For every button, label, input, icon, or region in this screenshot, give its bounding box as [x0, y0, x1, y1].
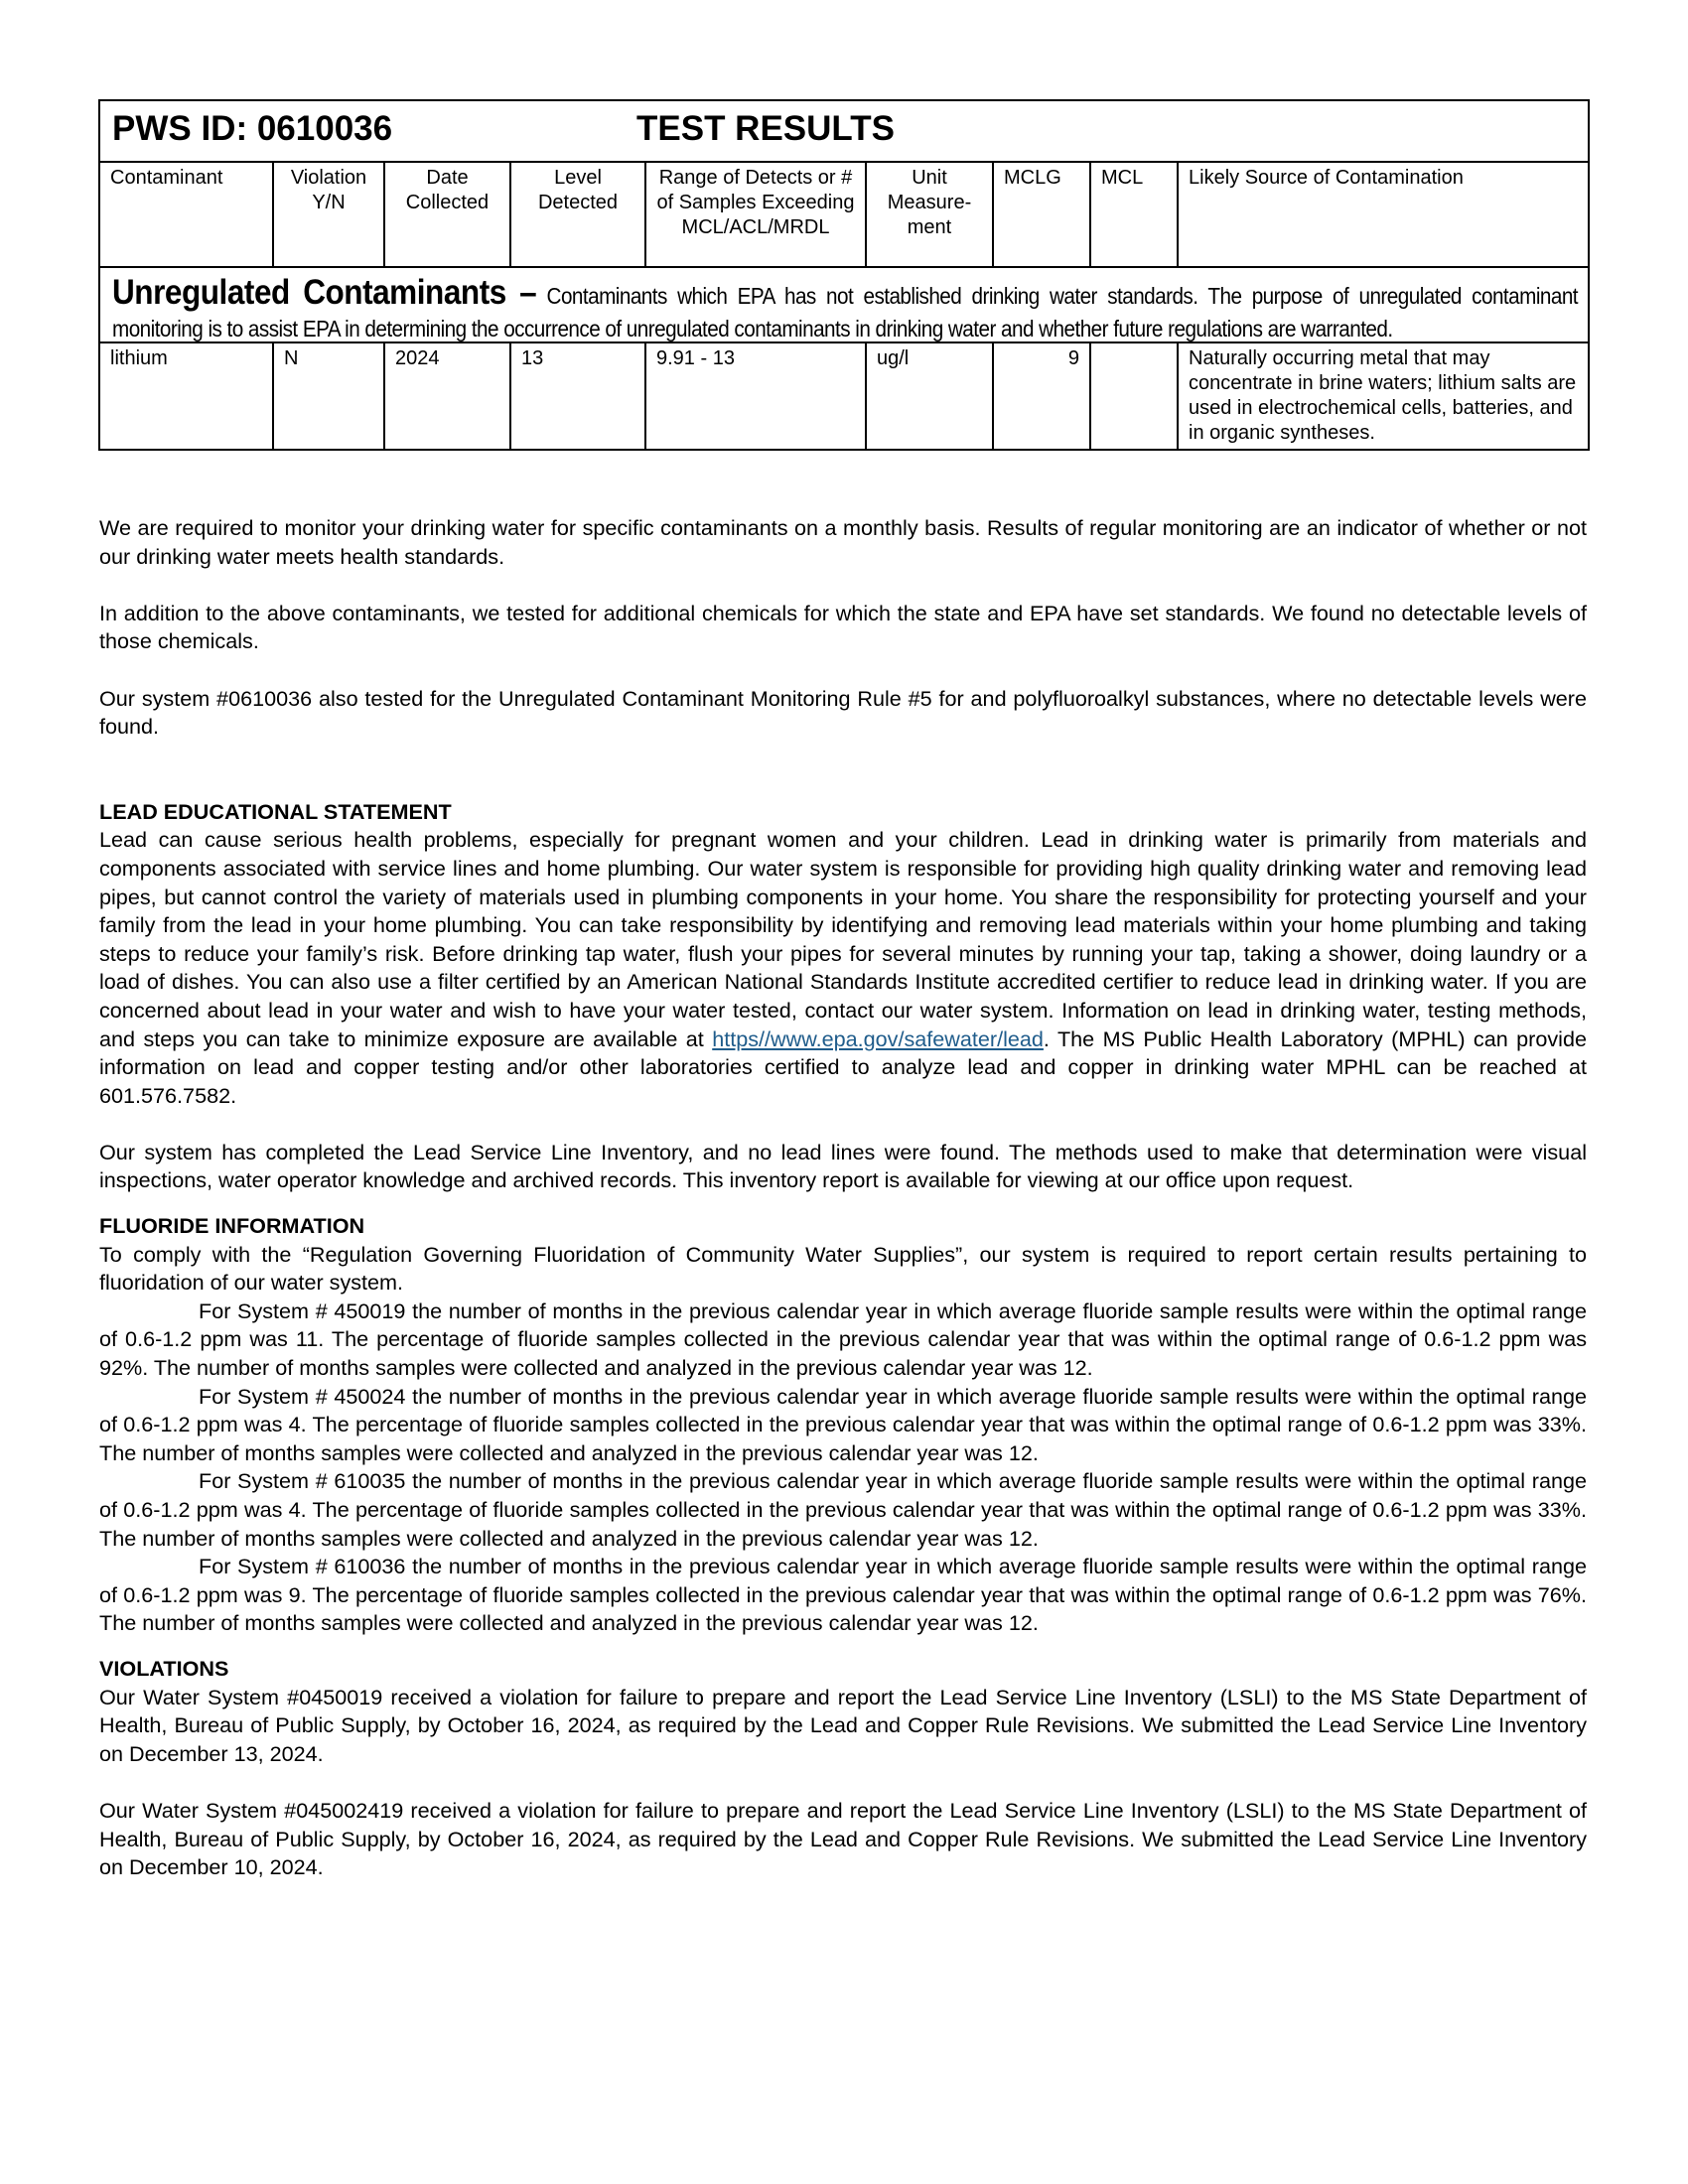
violation-paragraph: Our Water System #0450019 received a violation for failure to prepare and report the Lead Service Line Inventory (LSLI) to the MS State Department of Health, Bureau of Public Supply, by October 16, 2024, as required by the Lead and Copper Rule Revisions. We submitted the Lead Service Line Inventory on December 13, 2024.	[99, 1684, 1587, 1766]
lead-paragraph	[99, 826, 1587, 1110]
cell-contaminant: lithium	[99, 342, 273, 450]
unregulated-heading: Unregulated Contaminants –	[112, 273, 537, 312]
header-range: Range of Detects or # of Samples Exceeding MCL/ACL/MRDL	[645, 162, 866, 267]
fluoride-system-paragraph: For System # 610035 the number of months in the previous calendar year in which average fluoride sample results were within the optimal range of 0.6-1.2 ppm was 4. The percentage of fluoride samples collected in the previous calendar year that was within the optimal range of 0.6-1.2 ppm was 33%. The number of months samples were collected and analyzed in the previous calendar year was 12.	[99, 1468, 1587, 1551]
ucmr-paragraph: Our system #0610036 also tested for the Unregulated Contaminant Monitoring Rule #5 for and polyfluoroalkyl substances, where no detectable levels were found.	[99, 685, 1587, 740]
test-results-title: TEST RESULTS	[636, 108, 895, 148]
table-title-cell	[99, 100, 1589, 162]
header-likely-source: Likely Source of Contamination	[1178, 162, 1589, 267]
unregulated-section-row	[99, 267, 1589, 342]
lead-text-after-link: . The MS Public Health Laboratory (MPHL) can provide information on lead and copper testing and/or other laboratories certified to analyze lead and copper in drinking water MPHL can be reached at 601.576.7582.	[99, 1025, 1587, 1108]
unregulated-section-cell	[99, 267, 1589, 342]
cell-unit: ug/l	[866, 342, 993, 450]
header-contaminant: Contaminant	[99, 162, 273, 267]
header-mclg: MCLG	[993, 162, 1090, 267]
header-violation: Violation Y/N	[273, 162, 384, 267]
unregulated-description: Contaminants which EPA has not established drinking water standards. The purpose of unregulated contaminant monitoring is to assist EPA in determining the occurrence of unregulated contaminants in drinking water and whether future regulations are warranted.	[112, 283, 1578, 341]
fluoride-system-paragraph: For System # 450019 the number of months in the previous calendar year in which average fluoride sample results were within the optimal range of 0.6-1.2 ppm was 11. The percentage of fluoride samples collected in the previous calendar year that was within the optimal range of 0.6-1.2 ppm was 92%. The number of months samples were collected and analyzed in the previous calendar year was 12.	[99, 1297, 1587, 1381]
table-row	[99, 342, 1589, 450]
header-level-detected: Level Detected	[510, 162, 645, 267]
lead-heading: LEAD EDUCATIONAL STATEMENT	[99, 798, 452, 824]
test-results-table	[98, 99, 1590, 451]
epa-lead-link[interactable]: https//www.epa.gov/safewater/lead	[712, 1025, 1044, 1051]
fluoride-intro: To comply with the “Regulation Governing Fluoridation of Community Water Supplies”, our system is required to report certain results pertaining to fluoridation of our water system.	[99, 1241, 1587, 1296]
cell-likely-source: Naturally occurring metal that may concentrate in brine waters; lithium salts are used in electrochemical cells, batteries, and in organic syntheses.	[1178, 342, 1589, 450]
violations-heading: VIOLATIONS	[99, 1655, 229, 1681]
cell-range: 9.91 - 13	[645, 342, 866, 450]
lead-text-before-link: Lead can cause serious health problems, especially for pregnant women and your children. Lead in drinking water is primarily from materials and components associated with service lines and home plumbing. Our water system is responsible for providing high quality drinking water and removing lead pipes, but cannot control the variety of materials used in plumbing components in your home. You share the responsibility for protecting yourself and your family from the lead in your home plumbing. You can take responsibility by identifying and removing lead materials within your home plumbing and taking steps to reduce your family’s risk. Before drinking tap water, flush your pipes for several minutes by running your tap, taking a shower, doing laundry or a load of dishes. You can also use a filter certified by an American National Standards Institute accredited certifier to reduce lead in drinking water. If you are concerned about lead in your water and wish to have your water tested, contact our water system. Information on lead in drinking water, testing methods, and steps you can take to minimize exposure are available at	[99, 827, 1587, 1051]
header-date-collected: Date Collected	[384, 162, 510, 267]
cell-violation: N	[273, 342, 384, 450]
cell-date-collected: 2024	[384, 342, 510, 450]
fluoride-system-paragraph: For System # 610036 the number of months in the previous calendar year in which average fluoride sample results were within the optimal range of 0.6-1.2 ppm was 9. The percentage of fluoride samples collected in the previous calendar year that was within the optimal range of 0.6-1.2 ppm was 76%. The number of months samples were collected and analyzed in the previous calendar year was 12.	[99, 1554, 1587, 1636]
cell-level-detected: 13	[510, 342, 645, 450]
table-title-row	[99, 100, 1589, 162]
fluoride-heading: FLUORIDE INFORMATION	[99, 1213, 365, 1239]
table-header-row	[99, 162, 1589, 267]
report-body	[99, 514, 1587, 1882]
fluoride-system-paragraph: For System # 450024 the number of months in the previous calendar year in which average fluoride sample results were within the optimal range of 0.6-1.2 ppm was 4. The percentage of fluoride samples collected in the previous calendar year that was within the optimal range of 0.6-1.2 ppm was 33%. The number of months samples were collected and analyzed in the previous calendar year was 12.	[99, 1383, 1587, 1465]
unregulated-section-text	[112, 273, 1578, 345]
cell-mcl	[1090, 342, 1178, 450]
header-mcl: MCL	[1090, 162, 1178, 267]
cell-mclg: 9	[993, 342, 1090, 450]
lead-inventory-paragraph: Our system has completed the Lead Service Line Inventory, and no lead lines were found. The methods used to make that determination were visual inspections, water operator knowledge and archived records. This inventory report is available for viewing at our office upon request.	[99, 1139, 1587, 1193]
monitoring-paragraph: We are required to monitor your drinking water for specific contaminants on a monthly basis. Results of regular monitoring are an indicator of whether or not our drinking water meets health standards.	[99, 515, 1587, 569]
additional-chemicals-paragraph: In addition to the above contaminants, we tested for additional chemicals for which the state and EPA have set standards. We found no detectable levels of those chemicals.	[99, 600, 1587, 654]
header-unit: Unit Measure-ment	[866, 162, 993, 267]
violation-paragraph: Our Water System #045002419 received a violation for failure to prepare and report the Lead Service Line Inventory (LSLI) to the MS State Department of Health, Bureau of Public Supply, by October 16, 2024, as required by the Lead and Copper Rule Revisions. We submitted the Lead Service Line Inventory on December 10, 2024.	[99, 1797, 1587, 1880]
pws-id: PWS ID: 0610036	[112, 108, 393, 148]
